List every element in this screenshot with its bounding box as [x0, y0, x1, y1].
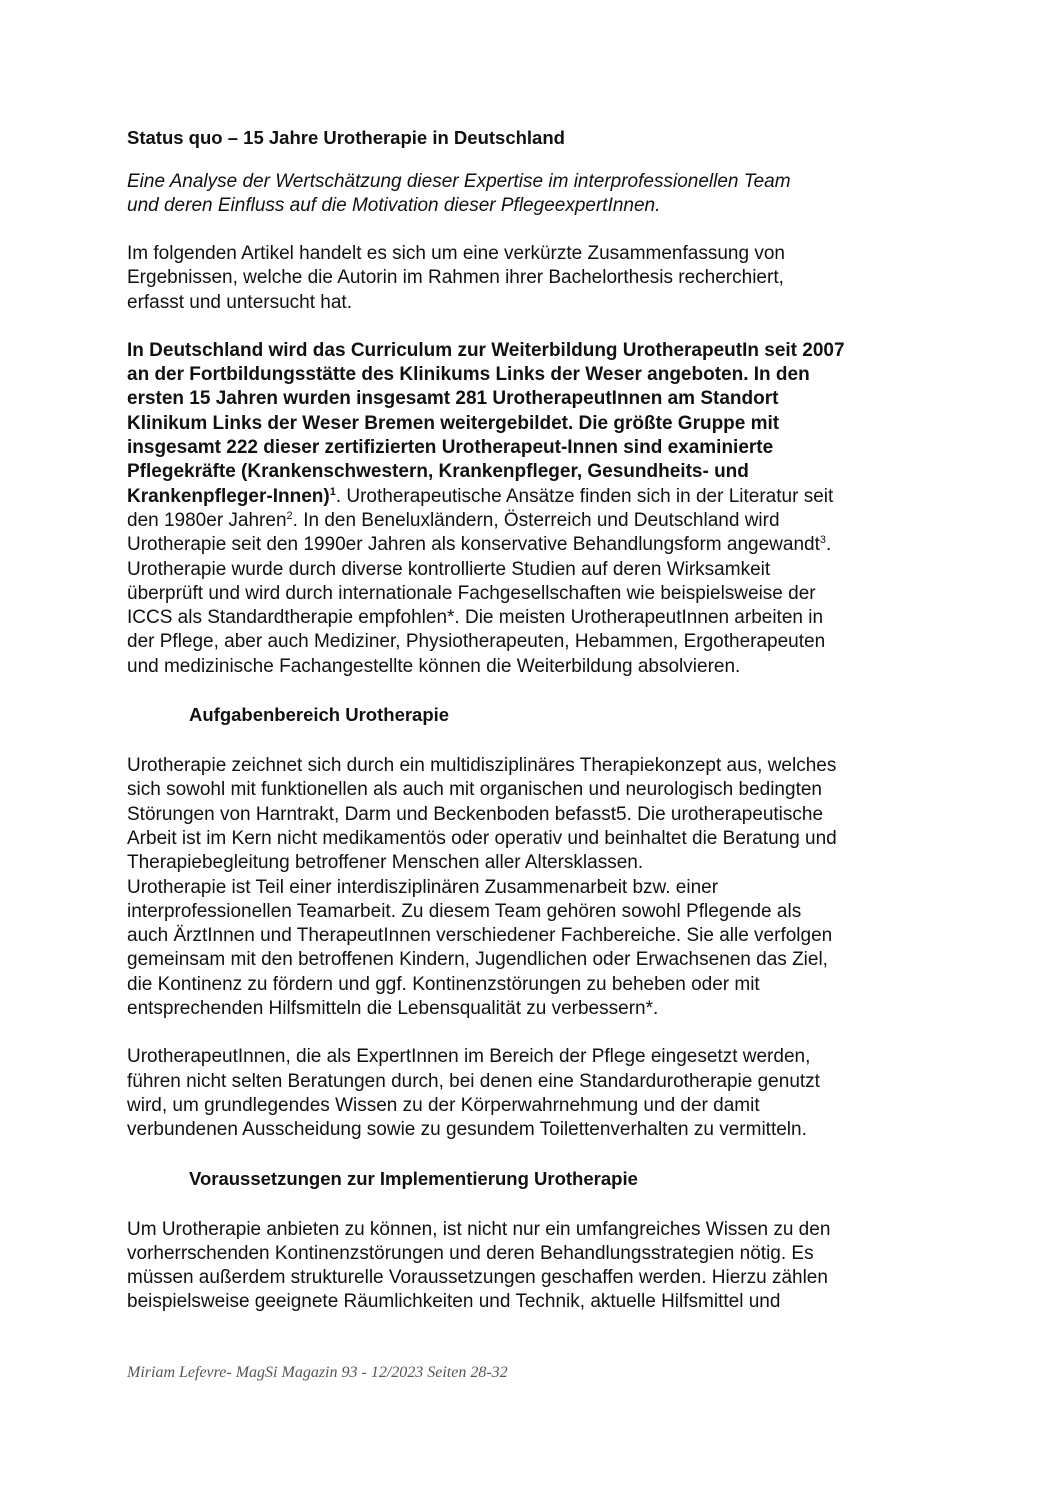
history-line — [127, 485, 927, 509]
history-paragraph — [127, 339, 927, 679]
team-line: gemeinsam mit den betroffenen Kindern, Jugendlichen oder Erwachsenen das Ziel, — [127, 949, 828, 971]
article-title: Status quo – 15 Jahre Urotherapie in Deutschland — [127, 127, 565, 148]
intro-line: Ergebnissen, welche die Autorin im Rahmen ihrer Bachelorthesis recherchiert, — [127, 267, 784, 289]
history-bold-fragment: Krankenpfleger-Innen) — [127, 485, 330, 507]
history-fragment: Urotherapie seit den 1990er Jahren als konservative Behandlungsform angewandt — [127, 534, 820, 556]
history-fragment: . Urotherapeutische Ansätze finden sich in der Literatur seit — [335, 485, 834, 507]
requirements-line: müssen außerdem strukturelle Voraussetzungen geschaffen werden. Hierzu zählen — [127, 1267, 828, 1289]
section-heading-tasks: Aufgabenbereich Urotherapie — [189, 704, 450, 726]
tasks-line: Urotherapie zeichnet sich durch ein multidisziplinäres Therapiekonzept aus, welches — [127, 755, 837, 777]
tasks-paragraph — [127, 754, 927, 875]
intro-line: Im folgenden Artikel handelt es sich um eine verkürzte Zusammenfassung von — [127, 243, 785, 264]
requirements-line: beispielsweise geeignete Räumlichkeiten und Technik, aktuelle Hilfsmittel und — [127, 1291, 781, 1313]
team-line: entsprechenden Hilfsmitteln die Lebensqualität zu verbessern*. — [127, 998, 659, 1020]
history-line: Urotherapie wurde durch diverse kontrollierte Studien auf deren Wirksamkeit — [127, 558, 771, 580]
experts-line: führen nicht selten Beratungen durch, bei denen eine Standardurotherapie genutzt — [127, 1070, 820, 1092]
history-line: der Pflege, aber auch Mediziner, Physiotherapeuten, Hebammen, Ergotherapeuten — [127, 631, 826, 653]
history-line: an der Fortbildungsstätte des Klinikums Links der Weser angeboten. In den — [127, 364, 810, 386]
history-line — [127, 533, 927, 557]
tasks-line: Störungen von Harntrakt, Darm und Beckenboden befasst5. Die urotherapeutische — [127, 803, 824, 825]
requirements-paragraph — [127, 1218, 927, 1315]
history-line: In Deutschland wird das Curriculum zur Weiterbildung UrotherapeutIn seit 2007 — [127, 339, 845, 361]
article-body — [127, 126, 927, 1339]
history-line: überprüft und wird durch internationale Fachgesellschaften wie beispielsweise der — [127, 582, 816, 604]
intro-paragraph — [127, 242, 927, 315]
tasks-line: Therapiebegleitung betroffener Menschen aller Altersklassen. — [127, 852, 644, 874]
history-line — [127, 509, 927, 533]
subtitle-line: Eine Analyse der Wertschätzung dieser Expertise im interprofessionellen Team — [127, 171, 791, 192]
tasks-line: sich sowohl mit funktionellen als auch mit organischen und neurologisch bedingten — [127, 779, 822, 801]
experts-line: verbundenen Ausscheidung sowie zu gesundem Toilettenverhalten zu vermitteln. — [127, 1119, 807, 1141]
team-line: interprofessionellen Teamarbeit. Zu diesem Team gehören sowohl Pflegende als — [127, 900, 802, 922]
requirements-line: Um Urotherapie anbieten zu können, ist nicht nur ein umfangreiches Wissen zu den — [127, 1218, 831, 1240]
footnote-marker: 3 — [819, 534, 827, 547]
history-fragment: den 1980er Jahren — [127, 509, 287, 531]
team-paragraph — [127, 876, 927, 1022]
requirements-line: vorherrschenden Kontinenzstörungen und deren Behandlungsstrategien nötig. Es — [127, 1242, 814, 1264]
subtitle-line: und deren Einfluss auf die Motivation dieser PflegeexpertInnen. — [127, 195, 661, 216]
footnote-marker: 2 — [286, 509, 293, 522]
intro-line: erfasst und untersucht hat. — [127, 291, 352, 313]
history-line: und medizinische Fachangestellte können die Weiterbildung absolvieren. — [127, 655, 741, 677]
tasks-line: Arbeit ist im Kern nicht medikamentös oder operativ und beinhaltet die Beratung und — [127, 827, 837, 849]
page-footer: Miriam Lefevre- MagSi Magazin 93 - 12/2023 Seiten 28-32 — [127, 1364, 508, 1381]
history-line: ICCS als Standardtherapie empfohlen*. Die meisten UrotherapeutInnen arbeiten in — [127, 607, 824, 629]
history-fragment: . In den Beneluxländern, Österreich und Deutschland wird — [292, 509, 780, 531]
article-subtitle — [127, 170, 927, 218]
experts-paragraph — [127, 1045, 927, 1142]
experts-line: UrotherapeutInnen, die als ExpertInnen im Bereich der Pflege eingesetzt werden, — [127, 1046, 811, 1068]
team-line: Urotherapie ist Teil einer interdisziplinären Zusammenarbeit bzw. einer — [127, 876, 719, 898]
history-line: ersten 15 Jahren wurden insgesamt 281 UrotherapeutInnen am Standort — [127, 388, 779, 410]
team-line: auch ÄrztInnen und TherapeutInnen verschiedener Fachbereiche. Sie alle verfolgen — [127, 925, 833, 947]
section-heading-requirements: Voraussetzungen zur Implementierung Urotherapie — [189, 1167, 638, 1189]
history-line: Pflegekräfte (Krankenschwestern, Krankenpfleger, Gesundheits- und — [127, 461, 749, 483]
team-line: die Kontinenz zu fördern und ggf. Kontinenzstörungen zu beheben oder mit — [127, 973, 760, 995]
history-fragment: . — [826, 534, 832, 556]
experts-line: wird, um grundlegendes Wissen zu der Körperwahrnehmung und der damit — [127, 1094, 760, 1116]
history-line: insgesamt 222 dieser zertifizierten Urotherapeut-Innen sind examinierte — [127, 437, 774, 459]
footnote-marker: 1 — [329, 485, 336, 498]
history-line: Klinikum Links der Weser Bremen weitergebildet. Die größte Gruppe mit — [127, 412, 780, 434]
